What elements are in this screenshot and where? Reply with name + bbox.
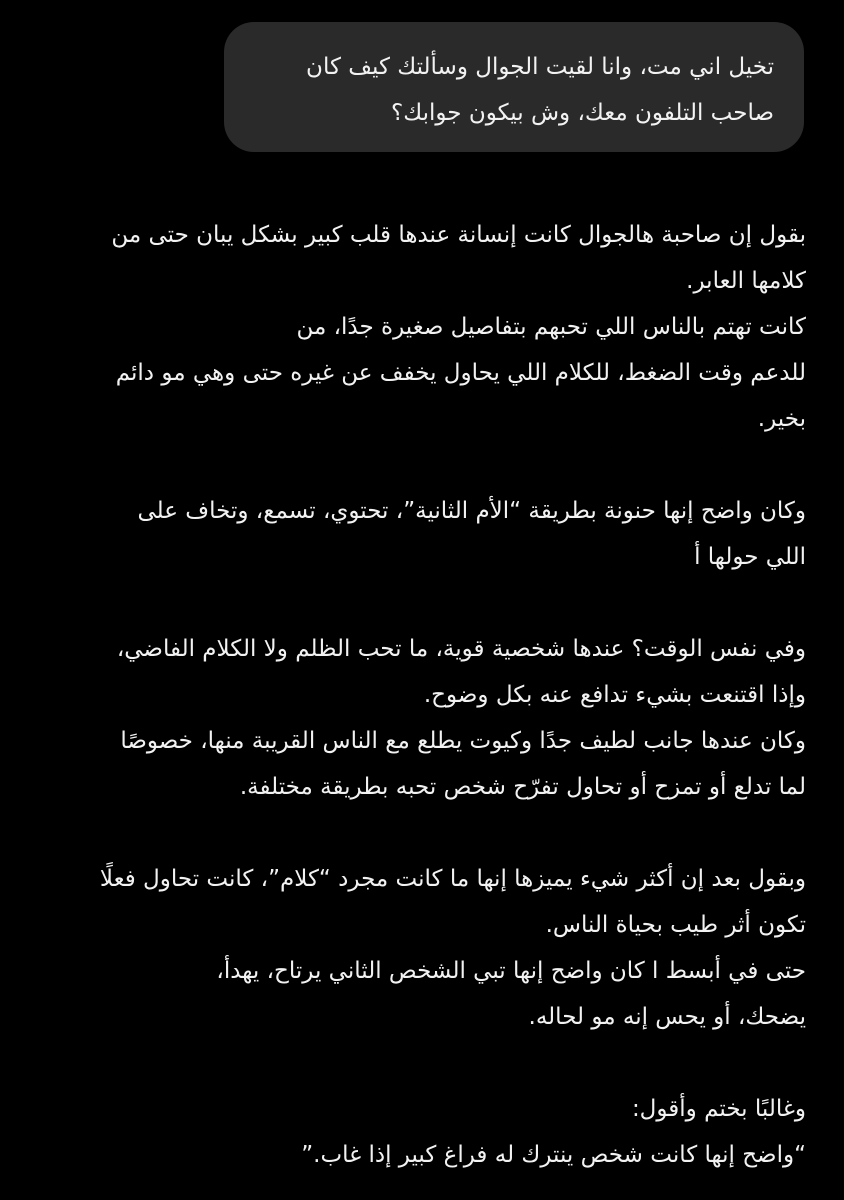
assistant-line: اللي حولها أ [694, 544, 806, 570]
assistant-line: كلامها العابر. [686, 268, 806, 294]
assistant-line: لما تدلع أو تمزح أو تحاول تفرّح شخص تحبه بطريقة مختلفة. [239, 774, 806, 800]
assistant-line: وغالبًا بختم وأقول: [631, 1096, 806, 1122]
assistant-line: كانت تهتم بالناس اللي تحبهم بتفاصيل صغيرة جدًا، من [296, 314, 806, 340]
assistant-line: وفي نفس الوقت؟ عندها شخصية قوية، ما تحب الظلم ولا الكلام الفاضي، [116, 636, 806, 662]
assistant-line: حتى في أبسط ا كان واضح إنها تبي الشخص الثاني يرتاح، يهدأ، [216, 958, 806, 984]
assistant-line: بخير. [757, 406, 806, 432]
user-message-line: تخيل اني مت، وانا لقيت الجوال وسألتك كيف كان [306, 54, 774, 80]
assistant-line: للدعم وقت الضغط، للكلام اللي يحاول يخفف عن غيره حتى وهي مو دائم [115, 360, 806, 386]
assistant-paragraph [26, 488, 806, 580]
assistant-paragraph [26, 1086, 806, 1178]
assistant-paragraph [26, 212, 806, 442]
assistant-line: تكون أثر طيب بحياة الناس. [545, 912, 806, 938]
assistant-line: وبقول بعد إن أكثر شيء يميزها إنها ما كانت مجرد “كلام”، كانت تحاول فعلًا [99, 866, 806, 892]
assistant-line: “واضح إنها كانت شخص ينترك له فراغ كبير إذا غاب.” [301, 1142, 806, 1168]
assistant-message [26, 212, 806, 1178]
assistant-line: يضحك، أو يحس إنه مو لحاله. [528, 1004, 806, 1030]
assistant-line: وإذا اقتنعت بشيء تدافع عنه بكل وضوح. [423, 682, 806, 708]
assistant-line: وكان عندها جانب لطيف جدًا وكيوت يطلع مع الناس القريبة منها، خصوصًا [120, 728, 806, 754]
assistant-line: بقول إن صاحبة هالجوال كانت إنسانة عندها قلب كبير بشكل يبان حتى من [111, 222, 806, 248]
user-message-bubble[interactable] [224, 22, 804, 152]
assistant-line: وكان واضح إنها حنونة بطريقة “الأم الثانية”، تحتوي، تسمع، وتخاف على [137, 498, 806, 524]
assistant-paragraph [26, 626, 806, 810]
user-message-line: صاحب التلفون معك، وش بيكون جوابك؟ [391, 100, 774, 126]
assistant-paragraph [26, 856, 806, 1040]
